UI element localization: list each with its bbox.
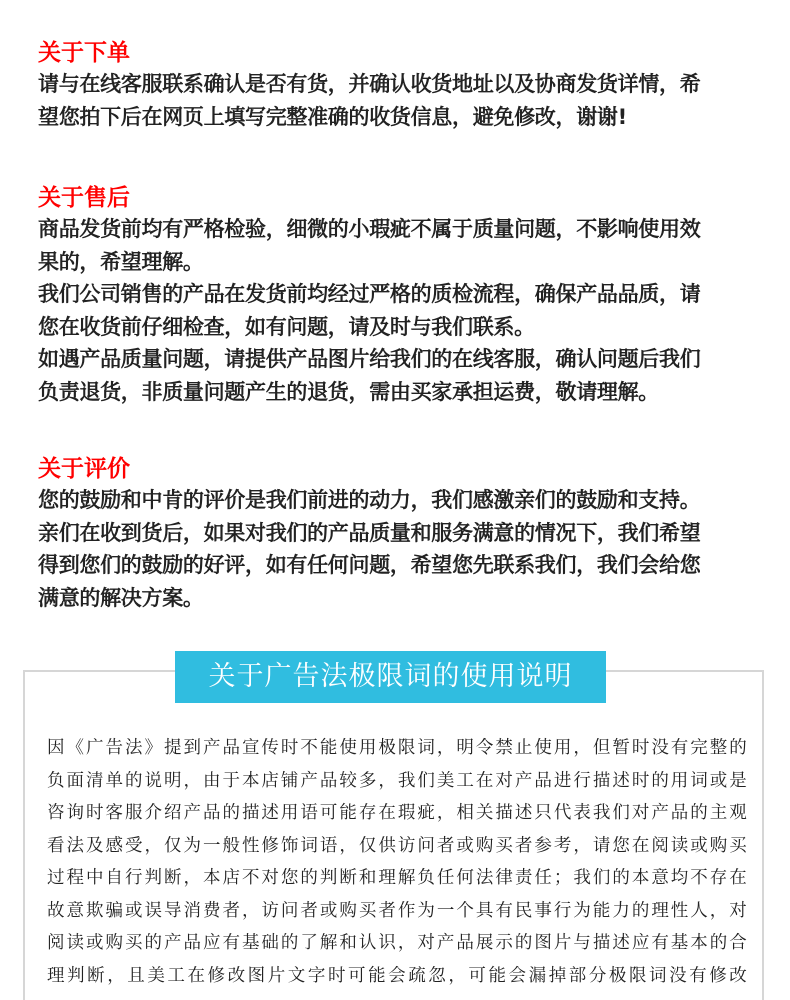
- order-section: [38, 38, 758, 133]
- after-sales-line: 我们公司销售的产品在发货前均经过严格的质检流程，确保产品品质，请: [38, 282, 701, 306]
- notice-line: 负面清单的说明，由于本店铺产品较多，我们美工在对产品进行描述时的用词或是: [47, 770, 747, 791]
- notice-line: 故意欺骗或误导消费者，访问者或购买者作为一个具有民事行为能力的理性人，对: [47, 900, 747, 921]
- notice-line: 看法及感受，仅为一般性修饰词语，仅供访问者或购买者参考，请您在阅读或购买: [47, 835, 747, 856]
- review-line: 得到您们的鼓励的好评，如有任何问题，希望您先联系我们，我们会给您: [38, 553, 701, 577]
- after-sales-section: [38, 183, 758, 408]
- after-sales-line: 果的，希望理解。: [38, 249, 204, 274]
- after-sales-line: 您在收货前仔细检查，如有问题，请及时与我们联系。: [38, 314, 535, 339]
- order-line: 请与在线客服联系确认是否有货，并确认收货地址以及协商发货详情，希: [38, 72, 701, 96]
- review-section-title: 关于评价: [38, 456, 130, 482]
- order-section-title: 关于下单: [38, 40, 130, 66]
- review-line: 亲们在收到货后，如果对我们的产品质量和服务满意的情况下，我们希望: [38, 520, 701, 545]
- ad-law-notice-body: [47, 732, 747, 992]
- review-line: 您的鼓励和中肯的评价是我们前进的动力，我们感激亲们的鼓励和支持。: [38, 488, 701, 512]
- notice-line: 阅读或购买的产品应有基础的了解和认识，对产品展示的图片与描述应有基本的合: [47, 933, 747, 953]
- after-sales-section-body: [38, 213, 758, 408]
- after-sales-line: 商品发货前均有严格检验，细微的小瑕疵不属于质量问题，不影响使用效: [38, 217, 701, 241]
- review-line: 满意的解决方案。: [38, 585, 204, 610]
- after-sales-line: 负责退货，非质量问题产生的退货，需由买家承担运费，敬请理解。: [38, 379, 659, 404]
- order-section-body: [38, 68, 758, 133]
- notice-line: 理判断，且美工在修改图片文字时可能会疏忽，可能会漏掉部分极限词没有修改: [47, 965, 747, 986]
- notice-line: 咨询时客服介绍产品的描述用语可能存在瑕疵，相关描述只代表我们对产品的主观: [47, 803, 747, 823]
- notice-line: 过程中自行判断，本店不对您的判断和理解负任何法律责任；我们的本意均不存在: [47, 868, 747, 888]
- notice-line: 因《广告法》提到产品宣传时不能使用极限词，明令禁止使用，但暂时没有完整的: [47, 738, 747, 758]
- ad-law-notice-title: 关于广告法极限词的使用说明: [175, 651, 606, 703]
- after-sales-section-title: 关于售后: [38, 185, 130, 211]
- after-sales-line: 如遇产品质量问题，请提供产品图片给我们的在线客服，确认问题后我们: [38, 347, 701, 371]
- review-section: [38, 454, 758, 614]
- order-line: 望您拍下后在网页上填写完整准确的收货信息，避免修改，谢谢!: [38, 104, 627, 129]
- review-section-body: [38, 484, 758, 614]
